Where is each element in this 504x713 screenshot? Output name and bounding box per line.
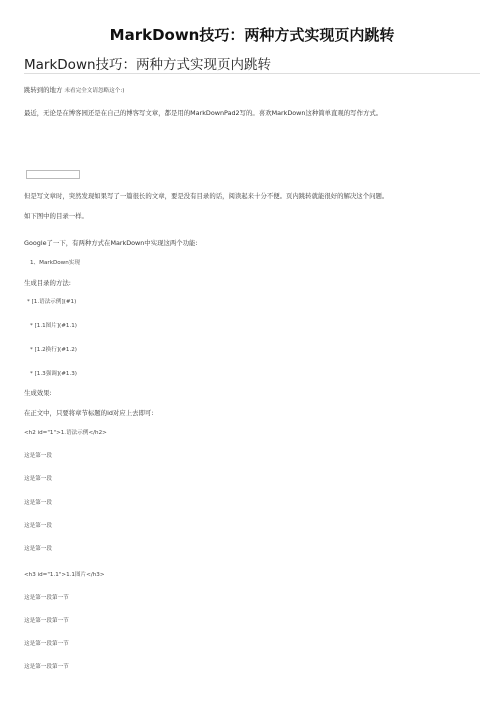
toc-item: * [1.2换行](#1.2) [30,347,77,353]
id-instruction: 在正文中，只要将章节标题的id对应上去即可: [24,409,154,417]
jump-target-line [24,86,124,96]
code-line: 这是第一段 [24,476,52,482]
code-line: <h3 id="1.1">1.1图片</h3> [24,572,105,578]
code-line: 这是第一段第一节 [24,595,69,601]
intro-paragraph: 最近，无论是在博客园还是在自己的博客写文章，都是用的MarkDownPad2写的。喜欢MarkDown这种简单直观的写作方式。 [24,109,383,117]
toc-method-label: 生成目录的方法: [24,279,71,287]
section-heading-markdown: 1、MarkDown实现 [30,260,80,266]
jump-target-note: 未看完全文请忽略这个:) [64,88,125,94]
toc-item: * [1.3强调](#1.3) [30,371,77,377]
code-line: 这是第一段第一节 [24,618,69,624]
code-line: 这是第一段第一节 [24,641,69,647]
code-line: 这是第一段 [24,523,52,529]
code-line: 这是第一段 [24,453,52,459]
google-paragraph: Google了一下，有两种方式在MarkDown中实现这两个功能: [24,239,198,247]
image-placeholder [26,170,80,179]
toc-item: * [1.语法示例](#1) [27,299,77,305]
code-line: 这是第一段 [24,500,52,506]
figure-reference: 如下图中的目录一样。 [24,212,88,220]
code-line: <h2 id="1">1.语法示例</h2> [24,430,107,436]
effect-label: 生成效果: [24,389,52,397]
code-line: 这是第一段第一节 [24,664,69,670]
problem-paragraph: 但是写文章时，突然发现如果写了一篇很长的文章，要是没有目录的话，阅读起来十分不便。页内跳转就能很好的解决这个问题。 [24,192,389,200]
title-divider [24,73,480,74]
code-line: 这是第一段 [24,546,52,552]
article-title: MarkDown技巧：两种方式实现页内跳转 [24,57,272,73]
toc-item: * [1.1图片](#1.1) [30,323,77,329]
page-heading: MarkDown技巧：两种方式实现页内跳转 [109,26,395,44]
jump-target-label: 跳转到的地方 [24,86,63,94]
